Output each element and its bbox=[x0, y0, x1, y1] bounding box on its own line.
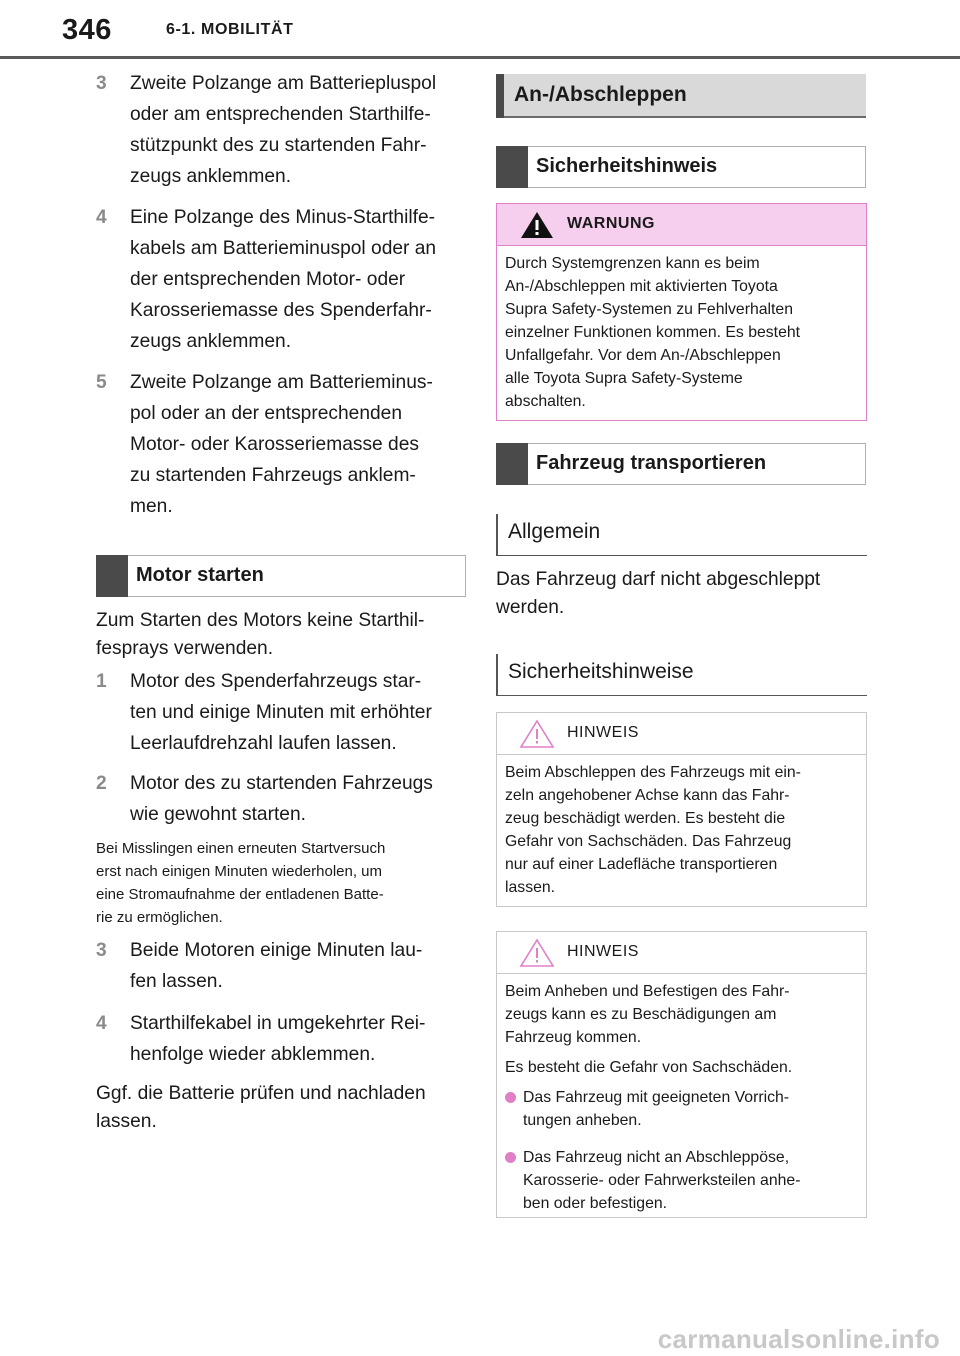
text-line: An-/Abschleppen mit aktivierten Toyota bbox=[505, 278, 778, 295]
heading-bar bbox=[496, 74, 504, 118]
step-number: 4 bbox=[96, 1013, 107, 1034]
step-line: Motor- oder Karosseriemasse des bbox=[130, 434, 419, 455]
step-number: 4 bbox=[96, 207, 107, 228]
step-text bbox=[130, 935, 470, 997]
bullet-dot-icon bbox=[505, 1092, 516, 1103]
step-number: 2 bbox=[96, 773, 107, 794]
chapter-title: 6-1. MOBILITÄT bbox=[166, 21, 294, 38]
notice-label: HINWEIS bbox=[567, 943, 639, 960]
step-number: 1 bbox=[96, 671, 107, 692]
section-heading-label: Sicherheitshinweis bbox=[536, 155, 718, 177]
text-line: lassen. bbox=[96, 1111, 157, 1132]
page-footer bbox=[0, 1318, 960, 1356]
text-line: nur auf einer Ladefläche transportieren bbox=[505, 856, 778, 873]
warning-icon bbox=[519, 210, 555, 240]
step-line: zeugs anklemmen. bbox=[130, 331, 292, 352]
step-text bbox=[130, 68, 470, 192]
step-number: 3 bbox=[96, 940, 107, 961]
step-line: men. bbox=[130, 496, 173, 517]
text-line: zeug beschädigt werden. Es besteht die bbox=[505, 810, 786, 827]
bullet-item bbox=[505, 1146, 851, 1215]
notice-paragraph: Es besteht die Gefahr von Sachschäden. bbox=[505, 1059, 793, 1076]
warning-text bbox=[505, 252, 851, 413]
step-text bbox=[130, 367, 470, 522]
outro-paragraph bbox=[96, 1080, 468, 1136]
text-line: abschalten. bbox=[505, 393, 586, 410]
watermark: carmanualsonline.info bbox=[657, 1324, 940, 1354]
text-line: Bei Misslingen einen erneuten Startversuch bbox=[96, 840, 386, 857]
general-paragraph bbox=[496, 566, 868, 622]
text-line: Gefahr von Sachschäden. Das Fahrzeug bbox=[505, 833, 792, 850]
section-heading-safety bbox=[496, 146, 866, 188]
subsection-heading-safety bbox=[496, 654, 867, 696]
section-heading-label: Fahrzeug transportieren bbox=[536, 452, 767, 474]
text-line: Beim Abschleppen des Fahrzeugs mit ein- bbox=[505, 764, 801, 781]
step-text bbox=[130, 1008, 470, 1070]
warning-box bbox=[496, 203, 867, 421]
text-line: Das Fahrzeug darf nicht abgeschleppt bbox=[496, 569, 821, 590]
text-line: zeugs kann es zu Beschädigungen am bbox=[505, 1006, 777, 1023]
header-rule bbox=[0, 56, 960, 59]
heading-bar bbox=[96, 555, 128, 597]
text-line: Karosserie- oder Fahrwerksteilen anhe- bbox=[523, 1172, 801, 1189]
text-line: fesprays verwenden. bbox=[96, 638, 274, 659]
text-line: eine Stromaufnahme der entladenen Batte- bbox=[96, 886, 384, 903]
step-line: Leerlaufdrehzahl laufen lassen. bbox=[130, 733, 397, 754]
step-line: der entsprechenden Motor- oder bbox=[130, 269, 406, 290]
step-line: Eine Polzange des Minus-Starthilfe- bbox=[130, 207, 436, 228]
step-line: oder am entsprechenden Starthilfe- bbox=[130, 104, 431, 125]
heading-bar bbox=[496, 146, 528, 188]
page-header bbox=[0, 0, 960, 58]
notice-text bbox=[505, 980, 851, 1223]
caution-icon bbox=[519, 719, 555, 749]
bullet-dot-icon bbox=[505, 1152, 516, 1163]
text-line: rie zu ermöglichen. bbox=[96, 909, 223, 926]
notice-box bbox=[496, 931, 867, 1218]
step-line: stützpunkt des zu startenden Fahr- bbox=[130, 135, 427, 156]
notice-box-header bbox=[497, 713, 866, 755]
step-line: pol oder an der entsprechenden bbox=[130, 403, 403, 424]
text-line: ben oder befestigen. bbox=[523, 1195, 668, 1212]
step-line: ten und einige Minuten mit erhöhter bbox=[130, 702, 432, 723]
warning-label: WARNUNG bbox=[567, 215, 655, 232]
text-line: einzelner Funktionen kommen. Es besteht bbox=[505, 324, 801, 341]
section-heading-motor bbox=[96, 555, 466, 597]
text-line: Unfallgefahr. Vor dem An-/Abschleppen bbox=[505, 347, 781, 364]
section-heading-transport bbox=[496, 443, 866, 485]
step-line: henfolge wieder abklemmen. bbox=[130, 1044, 376, 1065]
text-line: zeln angehobener Achse kann das Fahr- bbox=[505, 787, 790, 804]
step-line: Motor des Spenderfahrzeugs star- bbox=[130, 671, 422, 692]
chapter-heading bbox=[496, 74, 866, 118]
step-number: 5 bbox=[96, 372, 107, 393]
text-line: erst nach einigen Minuten wiederholen, um bbox=[96, 863, 383, 880]
text-line: lassen. bbox=[505, 879, 556, 896]
step-line: zeugs anklemmen. bbox=[130, 166, 292, 187]
text-line: werden. bbox=[496, 597, 565, 618]
text-line: Beim Anheben und Befestigen des Fahr- bbox=[505, 983, 790, 1000]
text-line: Zum Starten des Motors keine Starthil- bbox=[96, 610, 425, 631]
text-line: Fahrzeug kommen. bbox=[505, 1029, 642, 1046]
bullet-item bbox=[505, 1086, 851, 1132]
text-line: Supra Safety-Systemen zu Fehlverhalten bbox=[505, 301, 794, 318]
step-text bbox=[130, 768, 470, 830]
step-line: zu startenden Fahrzeugs anklem- bbox=[130, 465, 416, 486]
step-line: Zweite Polzange am Batterieminus- bbox=[130, 372, 433, 393]
section-heading-label: Motor starten bbox=[136, 564, 264, 586]
text-line: tungen anheben. bbox=[523, 1112, 642, 1129]
subsection-heading-label: Allgemein bbox=[508, 520, 601, 543]
caution-icon bbox=[519, 938, 555, 968]
step-text bbox=[130, 666, 470, 759]
step-text bbox=[130, 202, 470, 357]
intro-paragraph bbox=[96, 607, 468, 663]
text-line: Durch Systemgrenzen kann es beim bbox=[505, 255, 760, 272]
notice-label: HINWEIS bbox=[567, 724, 639, 741]
text-line: Ggf. die Batterie prüfen und nachladen bbox=[96, 1083, 426, 1104]
step-number: 3 bbox=[96, 73, 107, 94]
notice-text bbox=[505, 761, 851, 899]
step-line: kabels am Batterieminuspol oder an bbox=[130, 238, 437, 259]
step-line: wie gewohnt starten. bbox=[130, 804, 306, 825]
chapter-heading-label: An-/Abschleppen bbox=[514, 83, 687, 106]
step-line: Karosseriemasse des Spenderfahr- bbox=[130, 300, 432, 321]
subsection-heading-label: Sicherheitshinweise bbox=[508, 660, 694, 683]
step-line: Beide Motoren einige Minuten lau- bbox=[130, 940, 423, 961]
note-paragraph bbox=[96, 837, 468, 929]
page-number: 346 bbox=[62, 14, 112, 46]
step-line: fen lassen. bbox=[130, 971, 223, 992]
text-line: Das Fahrzeug nicht an Abschleppöse, bbox=[523, 1149, 790, 1166]
text-line: Das Fahrzeug mit geeigneten Vorrich- bbox=[523, 1089, 790, 1106]
warning-box-header bbox=[497, 204, 866, 246]
notice-box-header bbox=[497, 932, 866, 974]
text-line: alle Toyota Supra Safety-Systeme bbox=[505, 370, 743, 387]
notice-paragraph bbox=[505, 980, 851, 1049]
step-line: Zweite Polzange am Batteriepluspol bbox=[130, 73, 437, 94]
step-line: Starthilfekabel in umgekehrter Rei- bbox=[130, 1013, 426, 1034]
subsection-heading-general bbox=[496, 514, 867, 556]
notice-box bbox=[496, 712, 867, 907]
heading-bar bbox=[496, 443, 528, 485]
step-line: Motor des zu startenden Fahrzeugs bbox=[130, 773, 433, 794]
